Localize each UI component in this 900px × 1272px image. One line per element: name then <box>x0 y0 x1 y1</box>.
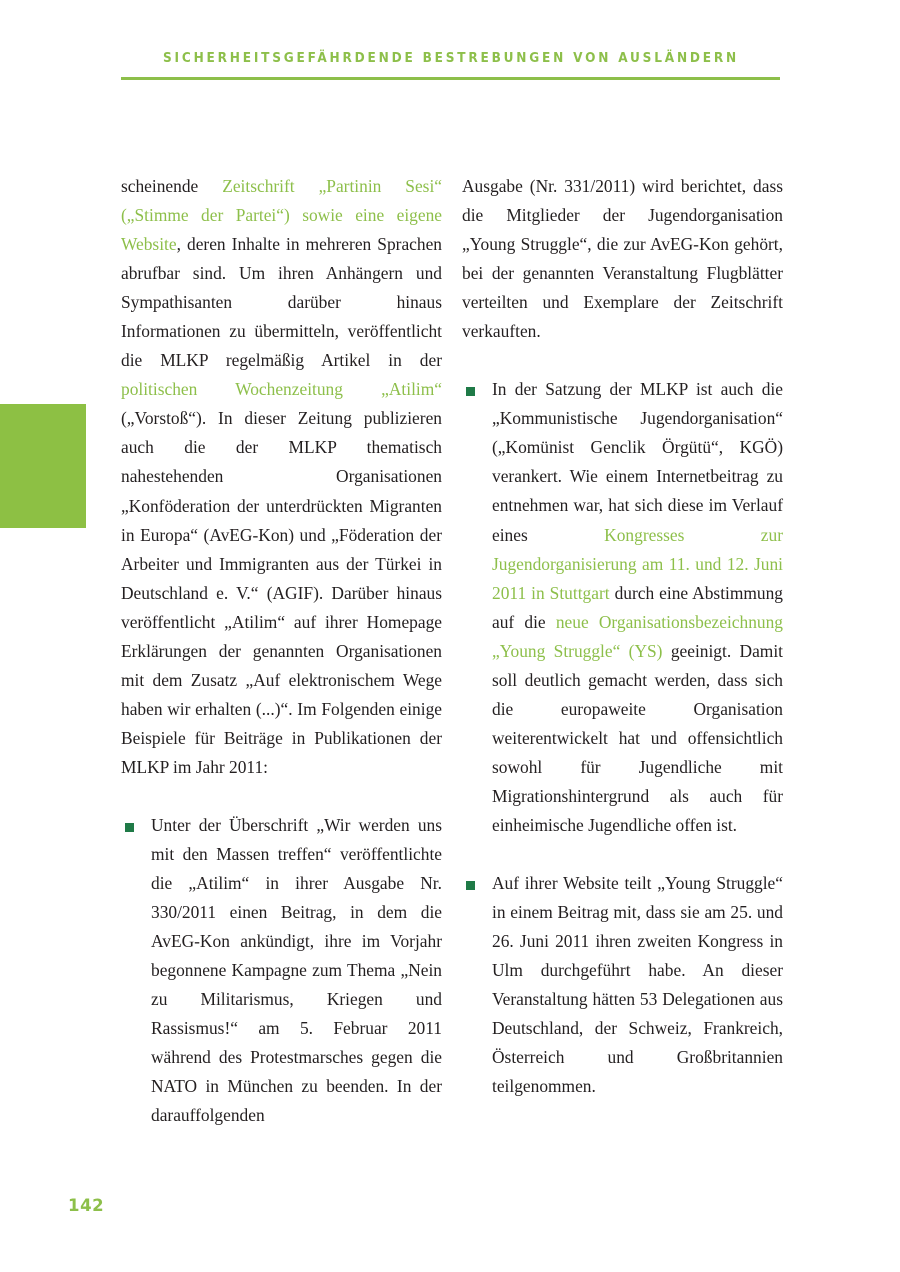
highlighted-text-run: Kongresses zur Jugendorganisierung am 11. und 12. Juni 2011 in Stuttgart <box>492 524 783 603</box>
chapter-side-tab <box>0 404 86 528</box>
running-header-title: SICHERHEITSGEFÄHRDENDE BESTREBUNGEN VON AUSLÄNDERN <box>162 51 739 66</box>
list-item <box>121 811 442 1131</box>
text-run: , deren Inhalte in mehreren Sprachen abrufbar sind. Um ihren Anhängern und Sympathisanten darüber hinaus Informationen zu übermitteln, veröffentlicht die MLKP regelmäßig Artikel in der <box>121 234 442 371</box>
highlighted-text-run: Zeitschrift „Partinin Sesi“ („Stimme der Partei“) sowie eine eigene Website <box>121 176 443 255</box>
list-item <box>462 869 783 1101</box>
right-column <box>462 172 783 1101</box>
text-run: durch eine Abstimmung auf die <box>492 582 784 632</box>
text-run: („Vorstoß“). In dieser Zeitung publizieren auch die der MLKP thematisch nahestehenden Organisationen „Konföderation der unterdrückten Migranten in Europa“ (AvEG-Kon) und „Föderation der Arbeiter und Immigranten aus der Türkei in Deutschland e. V.“ (AGIF). Darüber hinaus veröffentlicht „Atilim“ auf ihrer Homepage Erklärungen der genannten Organisationen mit dem Zusatz „Auf elektronischem Wege haben wir erhalten (...)“. Im Folgenden einige Beispiele für Beiträge in Publikationen der MLKP im Jahr 2011: <box>121 408 442 777</box>
header-rule-divider <box>121 77 780 80</box>
text-run: scheinende <box>121 176 223 196</box>
left-column-bullet-list <box>121 811 442 1131</box>
list-item-text <box>492 379 783 835</box>
paragraph-spacer <box>121 782 442 811</box>
running-header <box>121 52 781 65</box>
list-item-text <box>492 873 783 1096</box>
left-column-paragraph <box>121 172 442 782</box>
square-bullet-icon <box>466 387 475 396</box>
paragraph-spacer <box>462 346 783 375</box>
square-bullet-icon <box>125 823 134 832</box>
text-run: Ausgabe (Nr. 331/2011) wird berichtet, dass die Mitglieder der Jugendorganisation „Young Struggle“, die zur AvEG-Kon gehört, bei der genannten Veranstaltung Flugblätter verteilten und Exemplare der Zeitschrift verkauften. <box>462 176 783 342</box>
square-bullet-icon <box>466 881 475 890</box>
highlighted-text-run: politischen Wochenzeitung „Atilim“ <box>121 379 442 400</box>
text-run: Auf ihrer Website teilt „Young Struggle“ in einem Beitrag mit, dass sie am 25. und 26. Juni 2011 ihren zweiten Kongress in Ulm durchgeführt habe. An dieser Veranstaltung hätten 53 Delegationen aus Deutschland, der Schweiz, Frankreich, Österreich und Großbritannien teilgenommen. <box>492 873 783 1097</box>
two-column-body <box>121 172 783 1172</box>
left-column <box>121 172 442 1131</box>
right-column-paragraph-continuation <box>462 172 783 346</box>
text-run: geeinigt. Damit soll deutlich gemacht werden, dass sich die europaweite Organisation weiterentwickelt hat und offensichtlich sowohl für Jugendliche mit Migrationshintergrund als auch für einheimische Jugendliche offen ist. <box>492 640 783 835</box>
highlighted-text-run: neue Organisationsbezeichnung „Young Struggle“ (YS) <box>492 611 784 661</box>
page-number: 142 <box>68 1196 105 1215</box>
list-item <box>462 375 783 840</box>
right-column-bullet-list <box>462 375 783 1101</box>
list-item-text <box>151 815 442 1125</box>
text-run: Unter der Überschrift „Wir werden uns mit den Massen treffen“ veröffentlichte die „Atilim“ in ihrer Ausgabe Nr. 330/2011 einen Beitrag, in dem die AvEG-Kon ankündigt, ihre im Vorjahr begonnene Kampagne zum Thema „Nein zu Militarismus, Kriegen und Rassismus!“ am 5. Februar 2011 während des Protestmarsches gegen die NATO in München zu beenden. In der darauffolgenden <box>151 814 442 1126</box>
text-run: In der Satzung der MLKP ist auch die „Kommunistische Jugendorganisation“ („Komünist Genclik Örgütü“, KGÖ) verankert. Wie einem Internetbeitrag zu entnehmen war, hat sich diese im Verlauf eines <box>492 379 783 545</box>
